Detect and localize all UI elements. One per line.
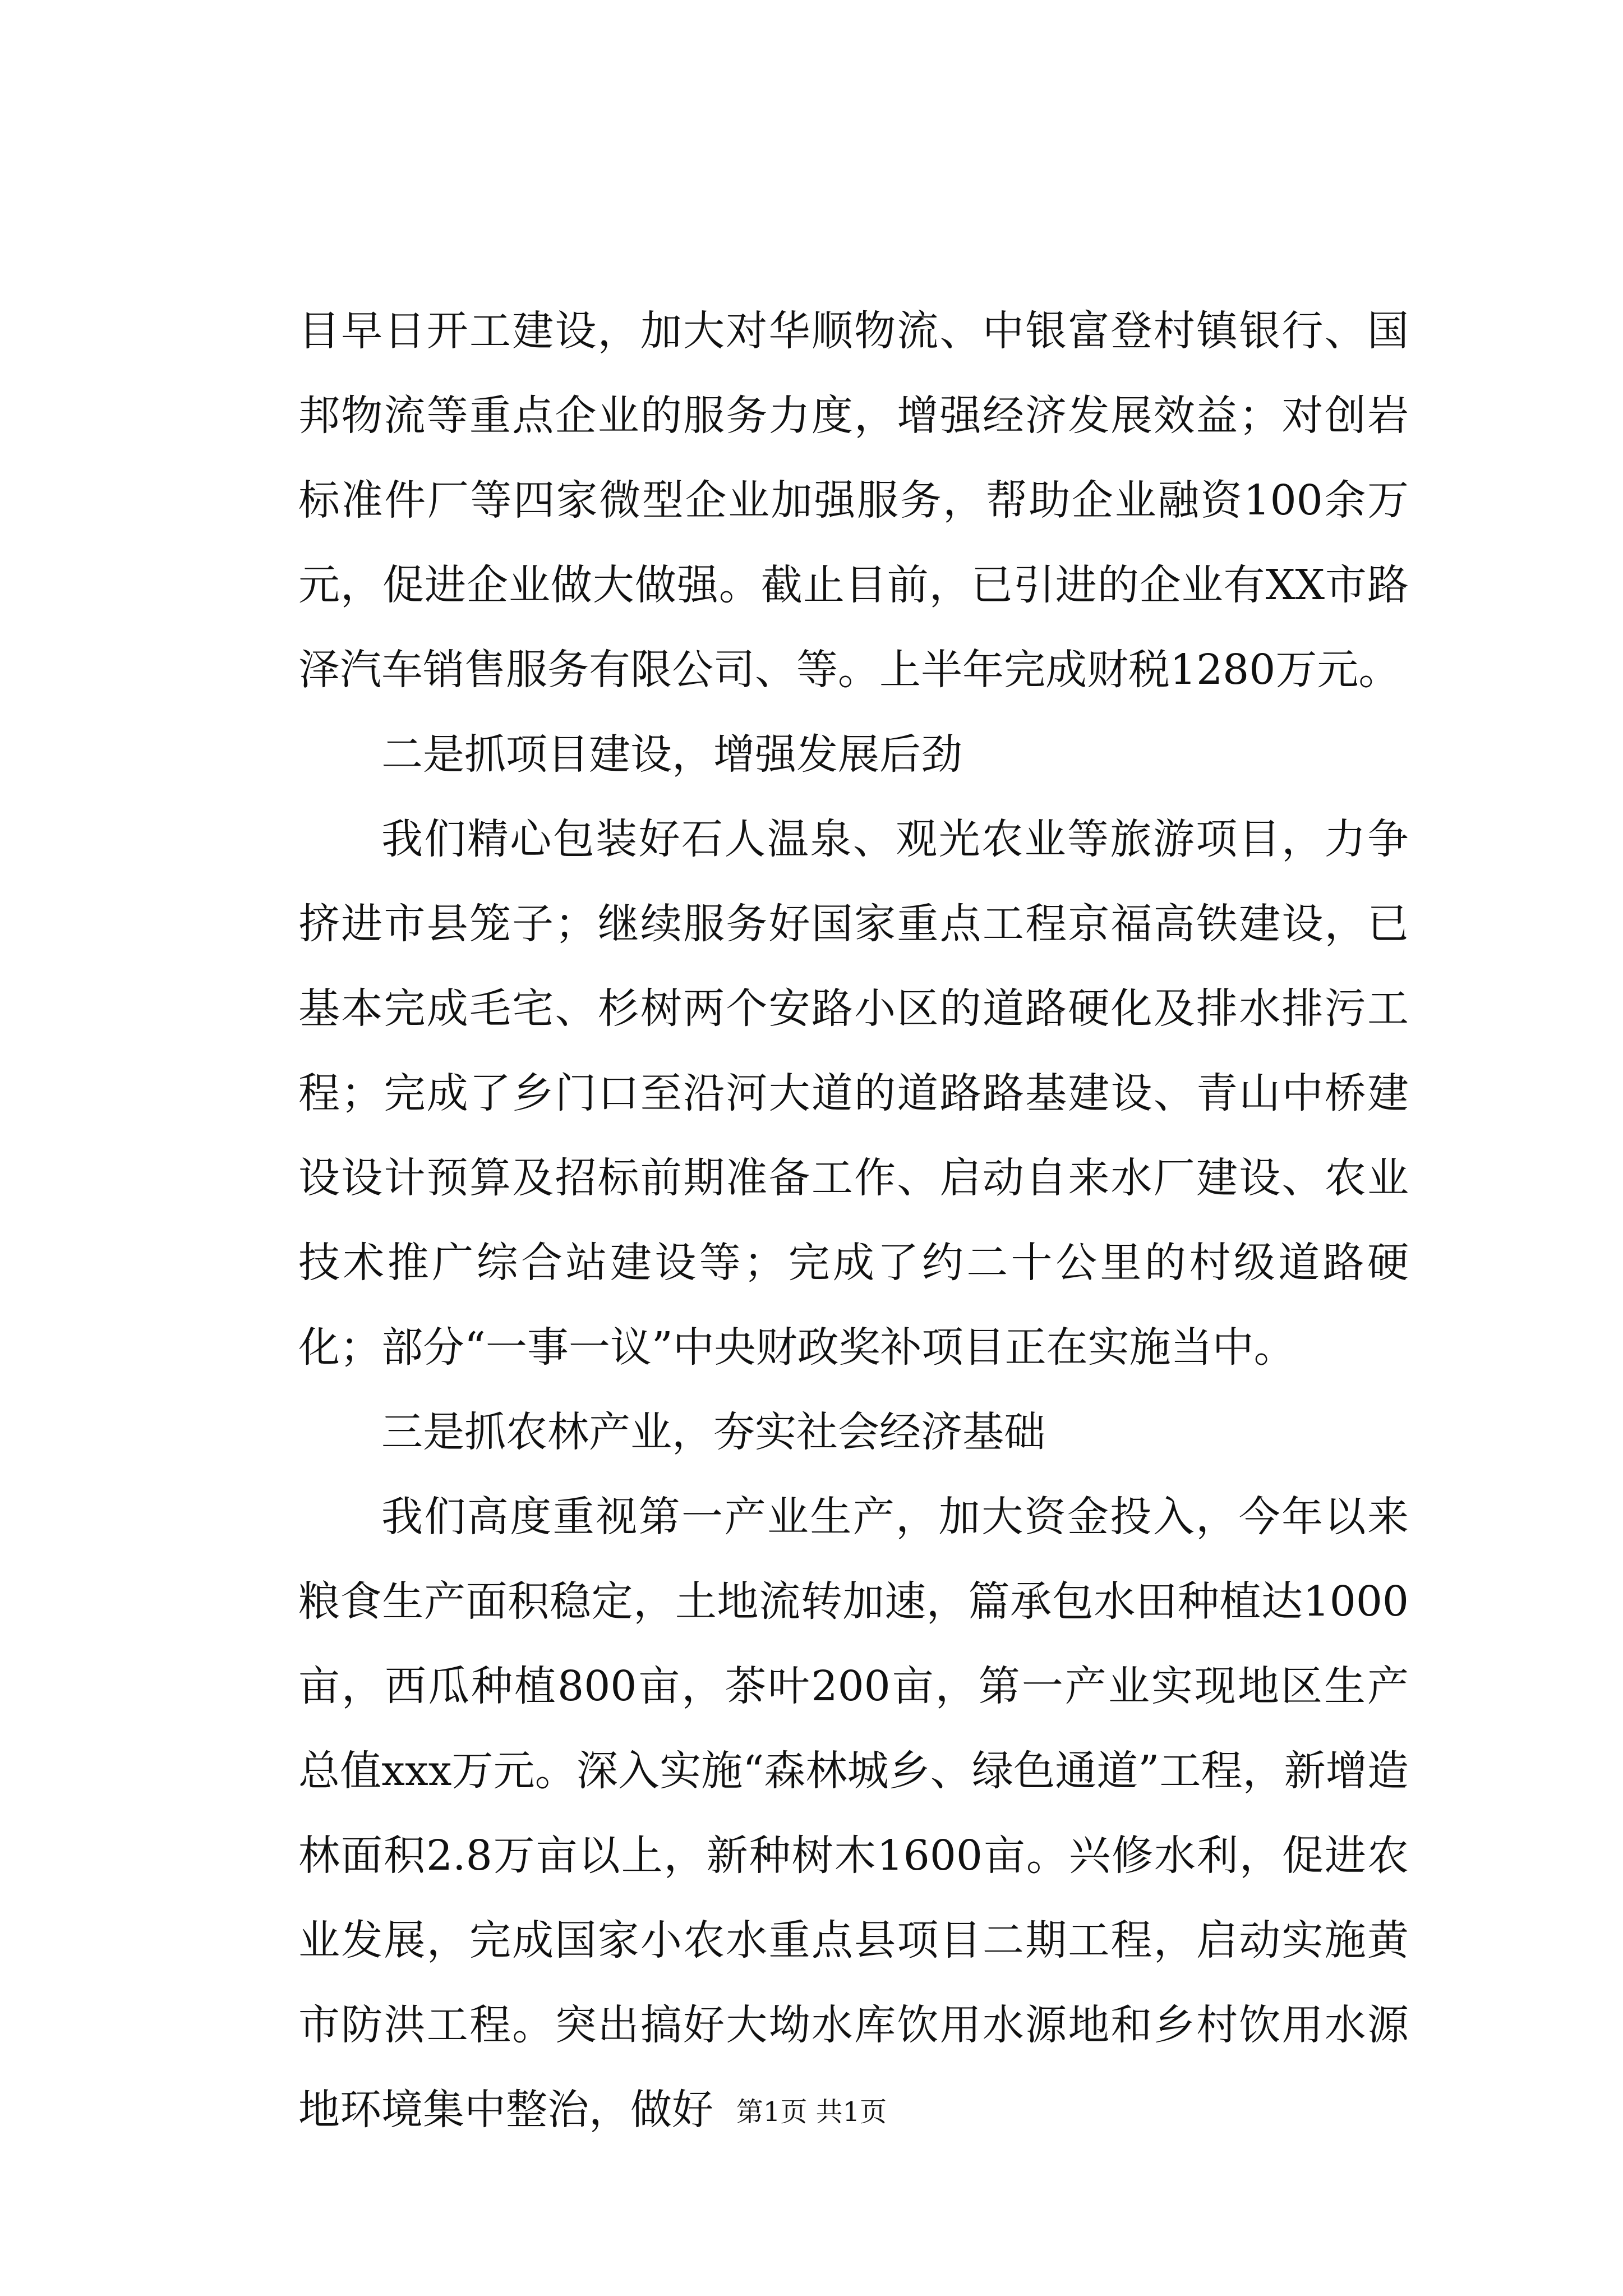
section-heading-3: 三是抓农林产业，夯实社会经济基础 bbox=[381, 1408, 1045, 1456]
paragraph-project-construction: 我们精心包装好石人温泉、观光农业等旅游项目，力争挤进市县笼子；继续服务好国家重点工程京福高铁建设，已基本完成毛宅、杉树两个安路小区的道路硬化及排水排污工程；完成了乡门口至沿河大道的道路路基建设、青山中桥建设设计预算及招标前期准备工作、启动自来水厂建设、农业技术推广综合站建设等；完成了约二十公里的村级道路硬化；部分“一事一议”中央财政奖补项目正在实施当中。 bbox=[298, 815, 1409, 1372]
paragraph-continuation: 目早日开工建设，加大对华顺物流、中银富登村镇银行、国邦物流等重点企业的服务力度，增强经济发展效益；对创岩标准件厂等四家微型企业加强服务，帮助企业融资100余万元，促进企业做大做强。截止目前，已引进的企业有XX市路泽汽车销售服务有限公司、等。上半年完成财税1280万元。 bbox=[298, 307, 1409, 694]
page-footer: 第1页 共1页 bbox=[736, 2096, 887, 2128]
document-body bbox=[298, 289, 1409, 2152]
section-heading-2: 二是抓项目建设，增强发展后劲 bbox=[381, 730, 962, 779]
paragraph-agriculture-forestry: 我们高度重视第一产业生产，加大资金投入，今年以来粮食生产面积稳定，土地流转加速，篇承包水田种植达1000亩，西瓜种植800亩，茶叶200亩，第一产业实现地区生产总值xxx万元。深入实施“森林城乡、绿色通道”工程，新增造林面积2.8万亩以上，新种树木1600亩。兴修水利，促进农业发展，完成国家小农水重点县项目二期工程，启动实施黄市防洪工程。突出搞好大坳水库饮用水源地和乡村饮用水源地环境集中整治，做好 bbox=[298, 1493, 1409, 2134]
